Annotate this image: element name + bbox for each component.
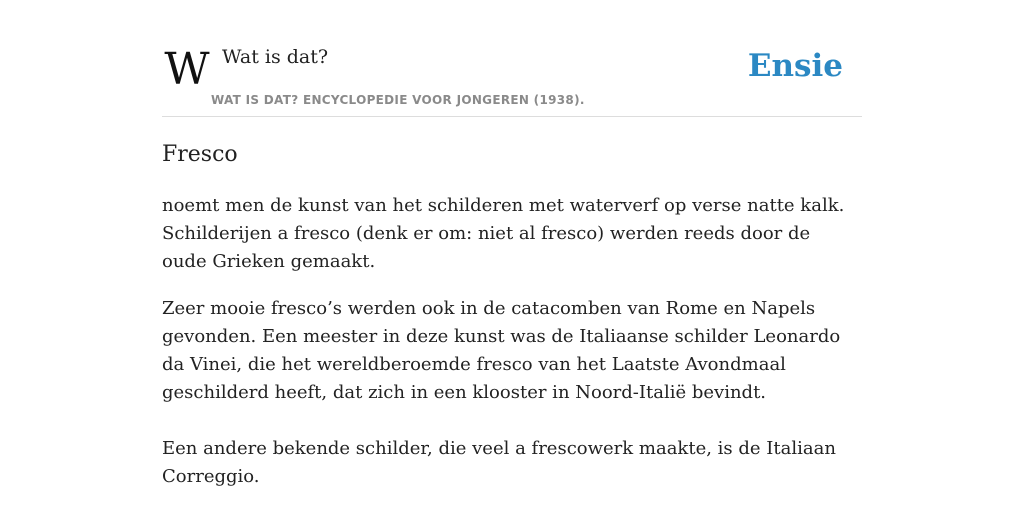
- article-title: Fresco: [162, 142, 238, 167]
- source-subtitle: WAT IS DAT? ENCYCLOPEDIE VOOR JONGEREN (1938).: [211, 93, 585, 107]
- article-paragraph: noemt men de kunst van het schilderen met waterverf op verse natte kalk. Schilderijen a fresco (denk er om: niet al fresco) werden reeds door de oude Grieken gemaakt.: [162, 195, 845, 272]
- ensie-logo-link[interactable]: Ensie: [747, 48, 843, 84]
- svg-text:W: W: [164, 50, 210, 92]
- article: [162, 139, 852, 491]
- site-header: [162, 40, 862, 117]
- article-paragraph: Zeer mooie fresco’s werden ook in de catacomben van Rome en Napels gevonden. Een meester in deze kunst was de Italiaanse schilder Leonardo da Vinei, die het wereldberoemde fresco van het Laatste Avondmaal geschilderd heeft, dat zich in een klooster in Noord-Italië bevindt.: [162, 298, 841, 403]
- article-paragraph: Een andere bekende schilder, die veel a frescowerk maakte, is de Italiaan Correggio.: [162, 438, 836, 487]
- wikipedia-w-icon[interactable]: [164, 50, 210, 92]
- site-title-link[interactable]: Wat is dat?: [222, 46, 329, 68]
